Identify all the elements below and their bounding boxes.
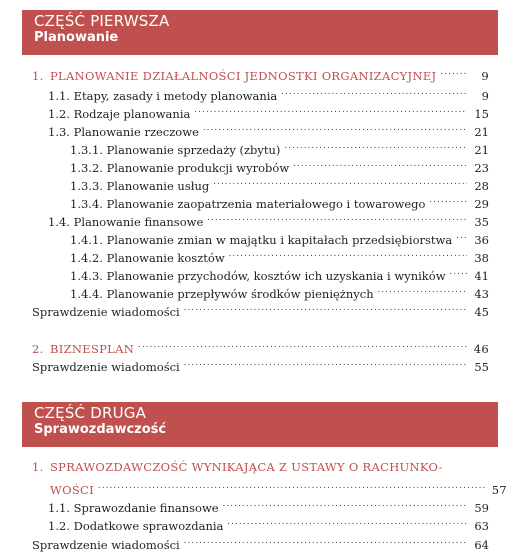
toc-page-number: 45 [474,305,489,319]
toc-entry-title [32,537,180,553]
toc-entry-text: 1.4.4. Planowanie przepływów środków pieniężnych [70,287,374,301]
dot-leader [440,68,467,80]
toc-entry-title [32,359,180,375]
toc-entry-title [48,518,223,534]
toc-entry-title [70,142,280,158]
toc-entry-text: 1.2. Dodatkowe sprawozdania [48,519,224,533]
toc-entry[interactable] [32,268,489,284]
dot-leader [227,518,467,530]
toc-entry[interactable] [32,537,489,553]
toc-entry[interactable] [32,482,507,498]
toc-entry-text: 1.3.3. Planowanie usług [70,179,210,193]
dot-leader [284,142,467,154]
dot-leader [184,359,467,371]
toc-page-number: 55 [474,360,489,374]
toc-page-number: 23 [474,161,489,175]
toc-entry-text: PLANOWANIE DZIAŁALNOŚCI JEDNOSTKI ORGANIZACYJNEJ [50,69,437,83]
toc-entry[interactable] [32,304,489,320]
dot-leader [229,250,467,262]
toc-entry[interactable] [32,341,489,357]
part-one-label: CZĘŚĆ PIERWSZA [34,12,170,30]
toc-page-number: 15 [474,107,489,121]
toc-page-number: 29 [474,197,489,211]
toc-page-number: 35 [474,215,489,229]
toc-entry-text: 1.3.2. Planowanie produkcji wyrobów [70,161,290,175]
toc-entry[interactable] [32,160,489,176]
toc-entry-title [70,196,425,212]
toc-entry-number: 1. [32,69,44,83]
toc-page-number: 9 [481,69,489,83]
toc-page-number: 59 [474,501,489,515]
dot-leader [138,341,467,353]
toc-page-number: 38 [474,251,489,265]
dot-leader [184,304,467,316]
toc-entry-text: 1.1. Sprawozdanie finansowe [48,501,219,515]
toc-entry[interactable] [32,196,489,212]
dot-leader [203,124,467,136]
toc-entry[interactable] [32,500,489,516]
toc-entry[interactable] [32,142,489,158]
toc-entry[interactable] [32,250,489,266]
toc-page-number: 63 [474,519,489,533]
toc-page-number: 28 [474,179,489,193]
dot-leader [293,160,467,172]
toc-page-number: 41 [474,269,489,283]
toc-entry-text: 1.1. Etapy, zasady i metody planowania [48,89,278,103]
toc-entry-text: 1.4. Planowanie finansowe [48,215,204,229]
toc-page-number: 36 [474,233,489,247]
toc-entry-title [32,341,134,357]
toc-entry[interactable] [32,359,489,375]
chapter-title-line: SPRAWOZDAWCZOŚĆ WYNIKAJĄCA Z USTAWY O RACHUNKO- [50,460,443,474]
toc-entry-title [48,106,190,122]
dot-leader [456,232,467,244]
dot-leader [207,214,467,226]
dot-leader [281,88,467,100]
toc-entry-text: 1.4.1. Planowanie zmian w majątku i kapitałach przedsiębiorstwa [70,233,453,247]
toc-page-number: 64 [474,538,489,552]
part-two-label: CZĘŚĆ DRUGA [34,404,147,422]
toc-entry-title [50,482,94,498]
toc-page-number: 46 [473,342,489,356]
toc-entry-text: 1.4.3. Planowanie przychodów, kosztów ich uzyskania i wyników [70,269,446,283]
toc-entry-text: 1.3.4. Planowanie zaopatrzenia materiałowego i towarowego [70,197,426,211]
toc-entry[interactable] [32,88,489,104]
toc-page-number: 9 [481,89,489,103]
toc-entry[interactable] [32,286,489,302]
toc-entry-title [48,214,203,230]
part-two-subtitle: Sprawozdawczość [34,422,167,437]
dot-leader [213,178,467,190]
toc-entry-text: Sprawdzenie wiadomości [32,305,180,319]
toc-entry-text: WOŚCI [50,483,94,497]
toc-page-number: 21 [474,143,489,157]
toc-entry-text: 1.4.2. Planowanie kosztów [70,251,225,265]
toc-entry[interactable] [32,124,489,140]
toc-entry-title [70,250,225,266]
toc-entry[interactable] [32,106,489,122]
toc-entry-title [70,160,289,176]
toc-entry-title [70,178,209,194]
toc-entry[interactable] [32,232,489,248]
toc-page-number: 21 [474,125,489,139]
part-two-banner [22,402,498,447]
part-one-subtitle: Planowanie [34,30,119,45]
toc-entry[interactable] [32,518,489,534]
chapter-number: 1. [32,460,44,474]
dot-leader [429,196,467,208]
dot-leader [98,482,485,494]
toc-entry-title [48,500,219,516]
toc-entry-title [70,286,374,302]
toc-entry-text: 1.2. Rodzaje planowania [48,107,191,121]
toc-entry-title [48,124,199,140]
toc-entry-title [48,88,277,104]
dot-leader [184,537,467,549]
chapter-heading-line [32,459,443,475]
toc-entry-text: 1.3. Planowanie rzeczowe [48,125,199,139]
toc-entry-title [32,304,180,320]
toc-entry-number: 2. [32,342,44,356]
dot-leader [223,500,467,512]
toc-entry-title [70,232,452,248]
toc-page-number: 43 [474,287,489,301]
toc-entry-text: Sprawdzenie wiadomości [32,360,180,374]
dot-leader [450,268,467,280]
toc-entry-title [70,268,446,284]
toc-entry[interactable] [32,68,489,84]
toc-entry-text: 1.3.1. Planowanie sprzedaży (zbytu) [70,143,281,157]
toc-entry[interactable] [32,214,489,230]
toc-entry-text: BIZNESPLAN [50,342,135,356]
toc-entry-text: Sprawdzenie wiadomości [32,538,180,552]
toc-entry-title [32,68,436,84]
dot-leader [378,286,467,298]
dot-leader [194,106,467,118]
part-one-banner [22,10,498,55]
toc-entry[interactable] [32,178,489,194]
toc-page-number: 57 [491,483,507,497]
